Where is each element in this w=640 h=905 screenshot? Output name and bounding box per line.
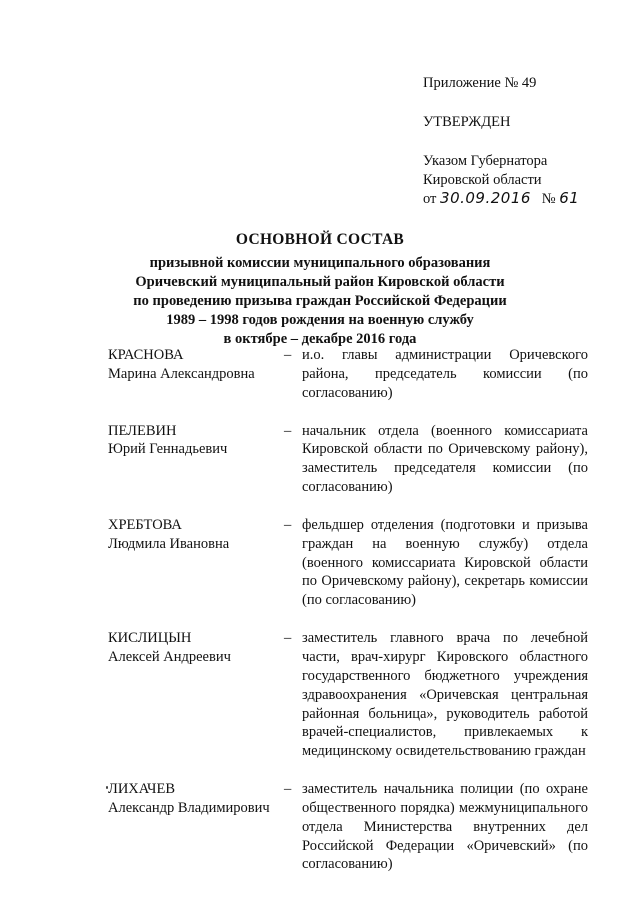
title-main: ОСНОВНОЙ СОСТАВ <box>235 231 405 248</box>
dash-separator: – <box>284 516 292 533</box>
member-role: заместитель главного врача по лечебной части, врач-хирург Кировского областного государственного бюджетного учреждения здравоохранения «Оричевская центральная районная больница», руководитель работой врачей-специалистов, привлекаемых к медицинскому освидетельствованию граждан <box>302 630 588 760</box>
member-surname: КРАСНОВА <box>108 347 184 363</box>
member-name <box>108 516 284 610</box>
document-title <box>60 230 580 348</box>
member-name <box>108 629 284 761</box>
handwritten-number: 61 <box>559 189 580 208</box>
member-entry <box>108 516 588 610</box>
member-given-name: Юрий Геннадьевич <box>108 441 228 458</box>
appendix-number: Приложение № 49 <box>423 75 537 91</box>
approved-label: УТВЕРЖДЕН <box>423 113 511 130</box>
decree-line-1: Указом Губернатора <box>423 152 548 169</box>
title-line: Оричевский муниципальный район Кировской области <box>135 273 505 290</box>
title-line: по проведению призыва граждан Российской Федерации <box>133 292 507 309</box>
dash-separator: – <box>284 781 292 798</box>
scan-speck <box>106 786 108 789</box>
member-surname: ХРЕБТОВА <box>108 516 182 533</box>
member-entry <box>108 780 588 874</box>
member-given-name: Александр Владимирович <box>108 799 270 816</box>
member-role: начальник отдела (военного комиссариата Кировской области по Оричевскому району), заместитель председателя комиссии (по согласованию) <box>302 422 588 496</box>
member-name <box>108 346 284 403</box>
dash-separator: – <box>284 347 292 363</box>
member-role: фельдшер отделения (подготовки и призыва граждан на военную службу) отдела (военного комиссариата Кировской области по Оричевскому району), секретарь комиссии (по согласованию) <box>302 516 588 609</box>
member-entry <box>108 629 588 761</box>
members-list <box>108 346 588 893</box>
member-surname: ЛИХАЧЕВ <box>108 781 175 798</box>
decree-line-2: Кировской области <box>423 171 542 188</box>
member-given-name: Марина Александровна <box>108 365 255 382</box>
member-name <box>108 780 284 874</box>
member-name <box>108 422 284 497</box>
dash-separator: – <box>284 422 292 439</box>
member-entry <box>108 346 588 403</box>
title-line: 1989 – 1998 годов рождения на военную службу <box>166 311 474 328</box>
decree-date-line <box>423 189 623 209</box>
member-role: и.о. главы администрации Оричевского района, председатель комиссии (по согласованию) <box>302 347 588 401</box>
dash-separator: – <box>284 630 292 647</box>
title-line: в октябре – декабре 2016 года <box>223 330 417 347</box>
member-entry <box>108 422 588 497</box>
member-given-name: Людмила Ивановна <box>108 535 230 552</box>
date-prefix: от <box>423 191 437 208</box>
member-given-name: Алексей Андреевич <box>108 648 231 665</box>
member-role: заместитель начальника полиции (по охране общественного порядка) межмуниципального отдела Министерства внутренних дел Российской Федерации «Оричевский» (по согласованию) <box>302 781 588 873</box>
approval-header <box>423 74 623 209</box>
handwritten-date: 30.09.2016 <box>440 189 531 208</box>
member-surname: КИСЛИЦЫН <box>108 630 192 647</box>
number-prefix: № <box>541 191 556 208</box>
title-line: призывной комиссии муниципального образования <box>149 255 491 272</box>
member-surname: ПЕЛЕВИН <box>108 422 177 439</box>
